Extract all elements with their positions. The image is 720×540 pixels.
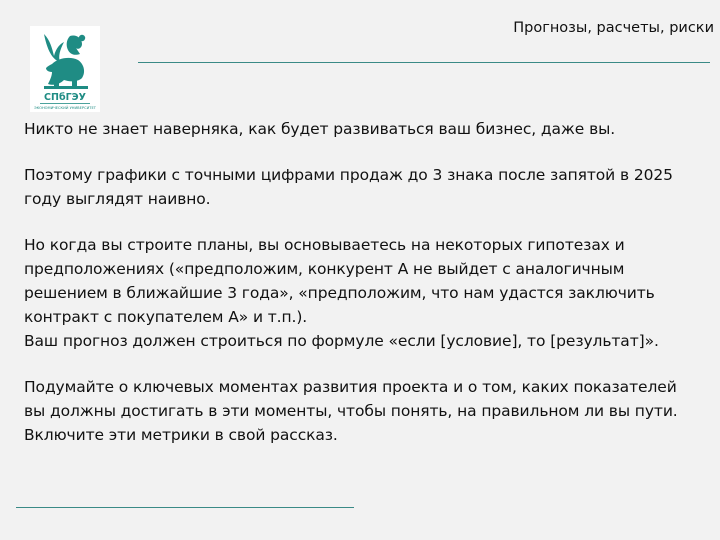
paragraph-2-line-2: году выглядят наивно. xyxy=(24,190,211,208)
slide-body xyxy=(24,117,714,447)
university-logo xyxy=(30,26,100,112)
paragraph-2-line-1: Поэтому графики с точными цифрами продаж до 3 знака после запятой в 2025 xyxy=(24,166,673,184)
paragraph-3-line-5: Ваш прогноз должен строиться по формуле «если [условие], то [результат]». xyxy=(24,332,659,350)
griffin-icon xyxy=(30,26,100,112)
paragraph-3-line-2: предположениях («предположим, конкурент А не выйдет с аналогичным xyxy=(24,260,625,278)
title-divider xyxy=(138,62,710,63)
paragraph-3-line-4: контракт с покупателем А» и т.п.). xyxy=(24,308,308,326)
svg-text:ЭКОНОМИЧЕСКИЙ УНИВЕРСИТЕТ: ЭКОНОМИЧЕСКИЙ УНИВЕРСИТЕТ xyxy=(34,106,96,110)
paragraph-gap xyxy=(24,211,714,233)
paragraph-1: Никто не знает наверняка, как будет развиваться ваш бизнес, даже вы. xyxy=(24,120,616,138)
paragraph-4-line-2: вы должны достигать в эти моменты, чтобы понять, на правильном ли вы пути. xyxy=(24,402,678,420)
svg-text:СПбГЭУ: СПбГЭУ xyxy=(44,92,86,103)
slide-title: Прогнозы, расчеты, риски xyxy=(513,20,714,36)
paragraph-gap xyxy=(24,141,714,163)
paragraph-4-line-3: Включите эти метрики в свой рассказ. xyxy=(24,426,338,444)
paragraph-3-line-1: Но когда вы строите планы, вы основываетесь на некоторых гипотезах и xyxy=(24,236,625,254)
paragraph-4-line-1: Подумайте о ключевых моментах развития проекта и о том, каких показателей xyxy=(24,378,677,396)
paragraph-gap xyxy=(24,353,714,375)
paragraph-3-line-3: решением в ближайшие 3 года», «предположим, что нам удастся заключить xyxy=(24,284,655,302)
footer-divider xyxy=(16,507,354,508)
